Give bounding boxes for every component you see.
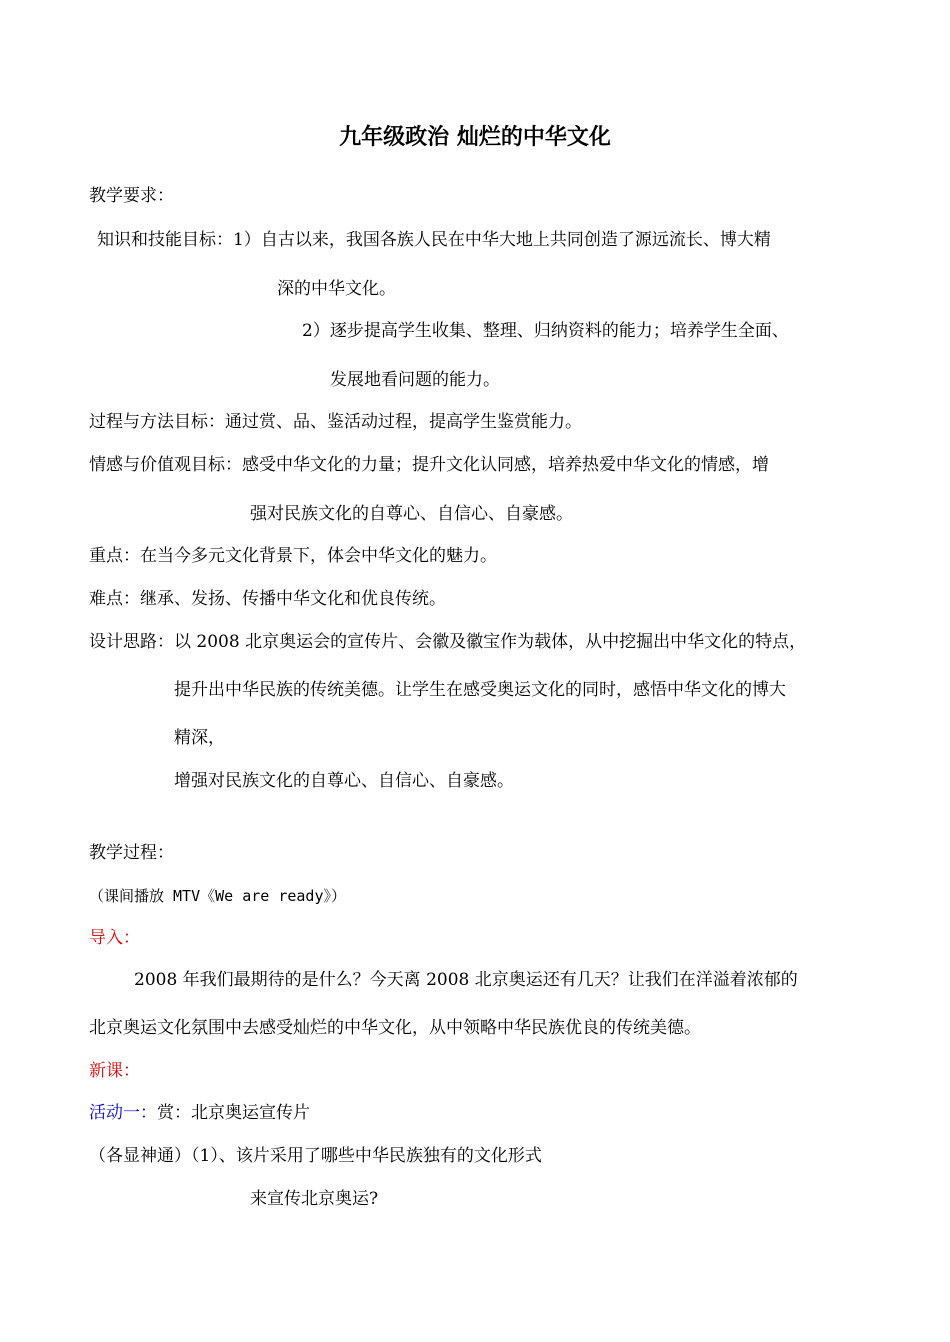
requirements-heading: 教学要求： — [89, 186, 174, 206]
process-heading: 教学过程： — [89, 843, 174, 863]
process-goal: 过程与方法目标：通过赏、品、鉴活动过程，提高学生鉴赏能力。 — [89, 412, 582, 432]
intro-paragraph-cont: 北京奥运文化氛围中去感受灿烂的中华文化，从中领略中华民族优良的传统美德。 — [89, 1018, 701, 1038]
activity-one-text: 赏：北京奥运宣传片 — [157, 1103, 310, 1123]
question-one: （各显神通）（1）、该片采用了哪些中华民族独有的文化形式 — [89, 1146, 542, 1166]
intro-paragraph: 2008 年我们最期待的是什么？今天离 2008 北京奥运还有几天？让我们在洋溢着浓郁的 — [134, 970, 798, 990]
activity-one — [89, 1102, 310, 1124]
knowledge-goal-item-2-cont: 发展地看问题的能力。 — [330, 370, 500, 390]
knowledge-goal-item-2: 2）逐步提高学生收集、整理、归纳资料的能力；培养学生全面、 — [302, 321, 789, 341]
design-idea: 设计思路：以 2008 北京奥运会的宣传片、会徽及徽宝作为载体，从中挖掘出中华文化的特点， — [89, 632, 807, 652]
knowledge-goal-item-1: 1）自古以来，我国各族人民在中华大地上共同创造了源远流长、博大精 — [233, 230, 771, 250]
knowledge-goal-label: 知识和技能目标： — [97, 230, 233, 250]
question-one-cont: 来宣传北京奥运? — [250, 1189, 379, 1209]
difficulty: 难点：继承、发扬、传播中华文化和优良传统。 — [89, 589, 446, 609]
mtv-note: （课间播放 MTV《We are ready》） — [89, 887, 346, 905]
design-idea-cont-3: 增强对民族文化的自尊心、自信心、自豪感。 — [174, 771, 514, 791]
emotion-goal: 情感与价值观目标：感受中华文化的力量；提升文化认同感，培养热爱中华文化的情感，增 — [89, 455, 769, 475]
knowledge-goal — [97, 229, 771, 251]
page-title: 九年级政治 灿烂的中华文化 — [339, 125, 611, 150]
design-idea-cont-1: 提升出中华民族的传统美德。让学生在感受奥运文化的同时，感悟中华文化的博大 — [174, 680, 786, 700]
design-idea-cont-2: 精深， — [174, 728, 225, 748]
key-point: 重点：在当今多元文化背景下，体会中华文化的魅力。 — [89, 546, 497, 566]
new-lesson-label: 新课： — [89, 1061, 140, 1081]
emotion-goal-cont: 强对民族文化的自尊心、自信心、自豪感。 — [250, 504, 573, 524]
knowledge-goal-item-1-cont: 深的中华文化。 — [277, 279, 396, 299]
activity-one-label: 活动一： — [89, 1103, 157, 1123]
intro-label: 导入： — [89, 928, 140, 948]
